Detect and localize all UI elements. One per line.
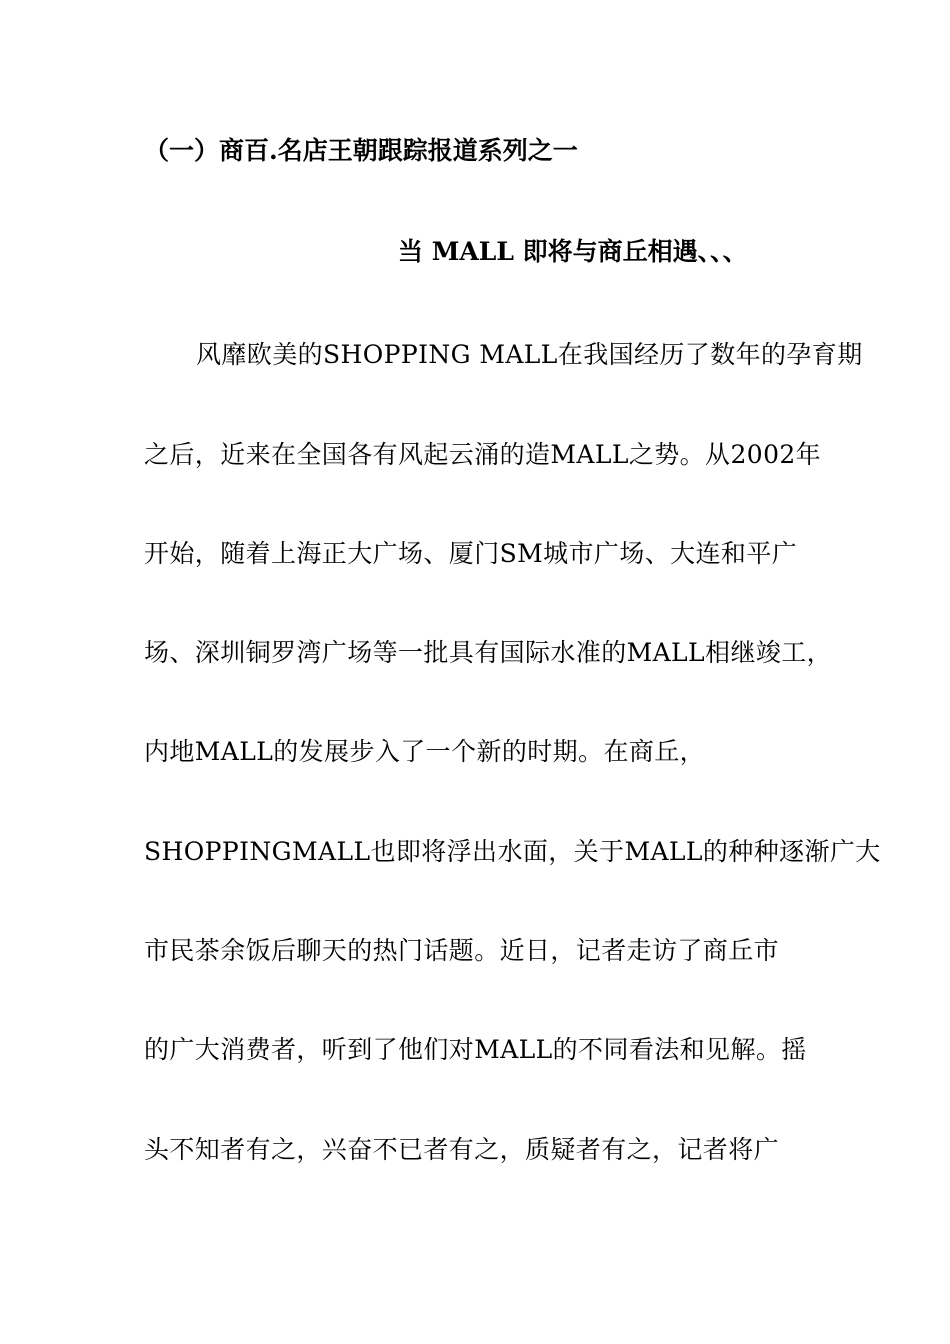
paragraph-line: 开始，随着上海正大广场、厦门SM城市广场、大连和平广: [144, 539, 798, 568]
paragraph-line: 市民茶余饭后聊天的热门话题。近日，记者走访了商丘市: [144, 936, 780, 965]
paragraph-line: SHOPPINGMALL也即将浮出水面，关于MALL的种种逐渐广大: [144, 837, 881, 866]
paragraph-line: 的广大消费者，听到了他们对MALL的不同看法和见解。摇: [144, 1035, 807, 1064]
paragraph-line: 之后，近来在全国各有风起云涌的造MALL之势。从2002年: [144, 440, 822, 469]
document-subheading: 当 MALL 即将与商丘相遇、、、: [398, 237, 748, 266]
paragraph-line: 场、深圳铜罗湾广场等一批具有国际水准的MALL相继竣工，: [144, 638, 833, 667]
paragraph-line: 风靡欧美的SHOPPING MALL在我国经历了数年的孕育期: [196, 340, 863, 369]
paragraph-line: 内地MALL的发展步入了一个新的时期。在商丘，: [144, 737, 706, 766]
document-heading: （一）商百.名店王朝跟踪报道系列之一: [144, 136, 578, 165]
paragraph-line: 头不知者有之，兴奋不已者有之，质疑者有之，记者将广: [144, 1135, 780, 1164]
